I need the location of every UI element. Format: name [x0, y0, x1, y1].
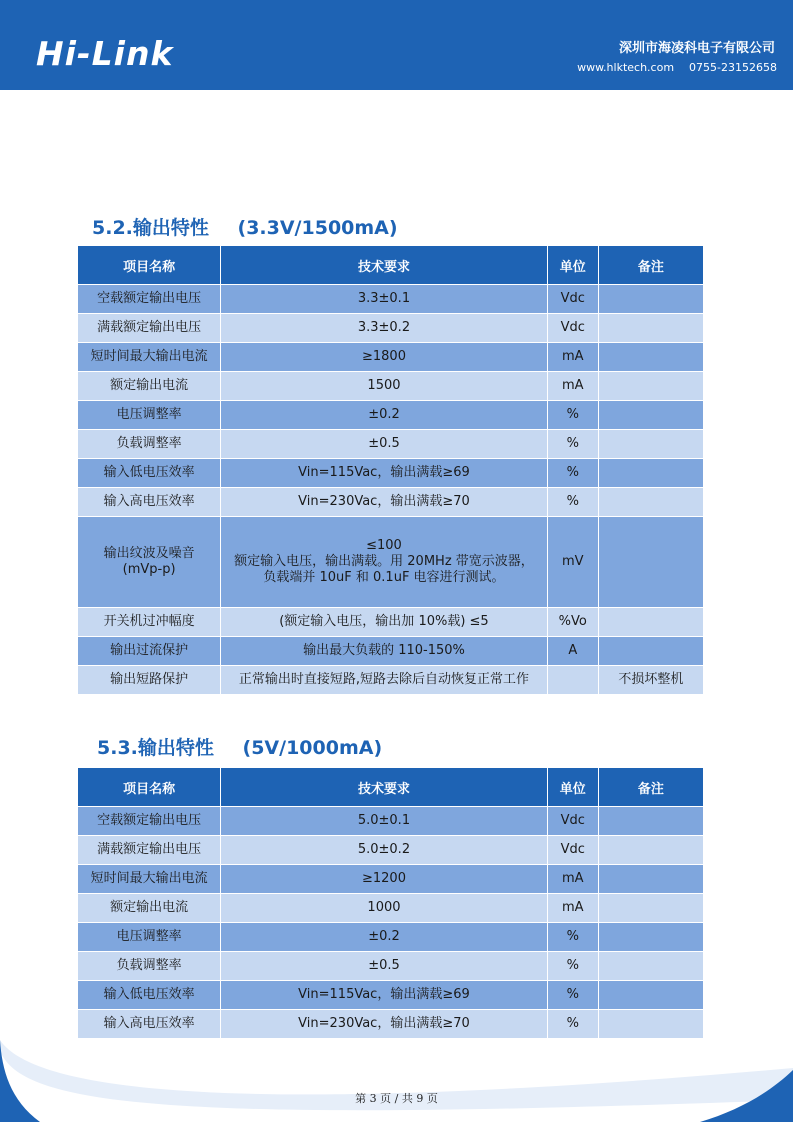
- item-note: [598, 807, 703, 836]
- table-row: [78, 372, 704, 401]
- table-row: [78, 517, 704, 608]
- hi-link-logo: Hi-Link: [36, 34, 174, 73]
- column-header: 备注: [598, 768, 703, 807]
- item-name: 满载额定输出电压: [78, 314, 221, 343]
- item-requirement: Vin=230Vac，输出满载≥70: [221, 1010, 548, 1039]
- item-requirement: 3.3±0.2: [221, 314, 548, 343]
- requirement-line: ≤100: [366, 537, 402, 553]
- item-unit: %: [547, 459, 598, 488]
- item-unit: mA: [547, 865, 598, 894]
- item-requirement: 5.0±0.2: [221, 836, 548, 865]
- item-name: 空载额定输出电压: [78, 807, 221, 836]
- item-note: 不损坏整机: [598, 666, 703, 695]
- item-name: 输出短路保护: [78, 666, 221, 695]
- table-row: [78, 666, 704, 695]
- section-title-5-3: [97, 733, 382, 760]
- table-row: [78, 981, 704, 1010]
- item-name: 短时间最大输出电流: [78, 865, 221, 894]
- item-unit: Vdc: [547, 314, 598, 343]
- section-heading: 5.3.输出特性: [97, 737, 214, 759]
- item-note: [598, 608, 703, 637]
- item-name: 满载额定输出电压: [78, 836, 221, 865]
- item-requirement: ≥1200: [221, 865, 548, 894]
- column-header: 单位: [547, 246, 598, 285]
- item-name: 输入高电压效率: [78, 488, 221, 517]
- item-note: [598, 401, 703, 430]
- item-unit: Vdc: [547, 285, 598, 314]
- column-header: 项目名称: [78, 246, 221, 285]
- column-header: 备注: [598, 246, 703, 285]
- item-unit: Vdc: [547, 807, 598, 836]
- item-requirement: ±0.5: [221, 430, 548, 459]
- item-note: [598, 430, 703, 459]
- item-unit: mA: [547, 343, 598, 372]
- column-header: 单位: [547, 768, 598, 807]
- item-requirement: (额定输入电压，输出加 10%载) ≤5: [221, 608, 548, 637]
- item-note: [598, 981, 703, 1010]
- table-row: [78, 1010, 704, 1039]
- company-name: 深圳市海凌科电子有限公司: [618, 41, 775, 56]
- item-unit: A: [547, 637, 598, 666]
- item-unit: mA: [547, 894, 598, 923]
- output-spec-table-3v3: [77, 245, 704, 695]
- table-row: [78, 401, 704, 430]
- table-row: [78, 894, 704, 923]
- requirement-line: 负载端并 10uF 和 0.1uF 电容进行测试。: [263, 570, 505, 586]
- item-name: 输入低电压效率: [78, 459, 221, 488]
- table-row: [78, 807, 704, 836]
- item-note: [598, 894, 703, 923]
- column-header: 技术要求: [221, 768, 548, 807]
- item-name: 短时间最大输出电流: [78, 343, 221, 372]
- item-requirement: ±0.5: [221, 952, 548, 981]
- company-phone: 0755-23152658: [689, 61, 777, 74]
- item-unit: %: [547, 401, 598, 430]
- section-title-5-2: [92, 213, 398, 240]
- item-requirement: 输出最大负载的 110-150%: [221, 637, 548, 666]
- item-unit: %: [547, 1010, 598, 1039]
- item-name: 额定输出电流: [78, 372, 221, 401]
- item-unit: %: [547, 952, 598, 981]
- requirement-line: 额定输入电压，输出满载。用 20MHz 带宽示波器，: [234, 553, 534, 569]
- output-spec-table-5v: [77, 767, 704, 1039]
- item-note: [598, 488, 703, 517]
- page-number: 第 3 页 / 共 9 页: [355, 1092, 438, 1105]
- page-header: [0, 0, 793, 90]
- item-name: 输入低电压效率: [78, 981, 221, 1010]
- item-requirement: Vin=230Vac，输出满载≥70: [221, 488, 548, 517]
- item-note: [598, 314, 703, 343]
- item-note: [598, 343, 703, 372]
- column-header: 技术要求: [221, 246, 548, 285]
- item-unit: mA: [547, 372, 598, 401]
- item-requirement: 3.3±0.1: [221, 285, 548, 314]
- column-header: 项目名称: [78, 768, 221, 807]
- item-name: 负载调整率: [78, 430, 221, 459]
- item-note: [598, 923, 703, 952]
- table-row: [78, 923, 704, 952]
- table-row: [78, 836, 704, 865]
- item-note: [598, 637, 703, 666]
- item-unit: [547, 666, 598, 695]
- item-name: 开关机过冲幅度: [78, 608, 221, 637]
- item-unit: %: [547, 981, 598, 1010]
- item-unit: mV: [547, 517, 598, 608]
- item-requirement: ≥1800: [221, 343, 548, 372]
- table-header-row: [78, 246, 704, 285]
- table-row: [78, 865, 704, 894]
- item-note: [598, 865, 703, 894]
- item-name: 负载调整率: [78, 952, 221, 981]
- item-note: [598, 517, 703, 608]
- item-requirement: Vin=115Vac，输出满载≥69: [221, 459, 548, 488]
- item-unit: %: [547, 488, 598, 517]
- section-heading: 5.2.输出特性: [92, 217, 209, 239]
- item-note: [598, 459, 703, 488]
- item-requirement: Vin=115Vac，输出满载≥69: [221, 981, 548, 1010]
- section-subtitle: (5V/1000mA): [242, 737, 383, 759]
- item-requirement: 1000: [221, 894, 548, 923]
- table-row: [78, 952, 704, 981]
- item-note: [598, 285, 703, 314]
- item-name: 空载额定输出电压: [78, 285, 221, 314]
- item-unit: Vdc: [547, 836, 598, 865]
- section-subtitle: (3.3V/1500mA): [237, 217, 398, 239]
- table-row: [78, 314, 704, 343]
- table-row: [78, 459, 704, 488]
- item-name: 电压调整率: [78, 923, 221, 952]
- table-row: [78, 430, 704, 459]
- item-name-line: (mVp-p): [122, 562, 176, 577]
- item-note: [598, 1010, 703, 1039]
- item-note: [598, 836, 703, 865]
- company-contact: [577, 61, 777, 74]
- table-row: [78, 608, 704, 637]
- item-name: 电压调整率: [78, 401, 221, 430]
- item-unit: %Vo: [547, 608, 598, 637]
- company-website: www.hlktech.com: [577, 61, 675, 74]
- item-note: [598, 952, 703, 981]
- item-unit: %: [547, 923, 598, 952]
- item-name-line: 输出纹波及噪音: [103, 545, 195, 561]
- table-row: [78, 637, 704, 666]
- item-requirement: 正常输出时直接短路,短路去除后自动恢复正常工作: [221, 666, 548, 695]
- item-name: 输入高电压效率: [78, 1010, 221, 1039]
- item-requirement: ±0.2: [221, 923, 548, 952]
- item-requirement: 1500: [221, 372, 548, 401]
- item-unit: %: [547, 430, 598, 459]
- item-requirement: ±0.2: [221, 401, 548, 430]
- item-name: [78, 517, 221, 608]
- item-name: 输出过流保护: [78, 637, 221, 666]
- item-name: 额定输出电流: [78, 894, 221, 923]
- item-note: [598, 372, 703, 401]
- table-row: [78, 285, 704, 314]
- table-header-row: [78, 768, 704, 807]
- item-requirement: [221, 517, 548, 608]
- item-requirement: 5.0±0.1: [221, 807, 548, 836]
- table-row: [78, 343, 704, 372]
- footer-wave-decoration: [0, 1040, 793, 1122]
- table-row: [78, 488, 704, 517]
